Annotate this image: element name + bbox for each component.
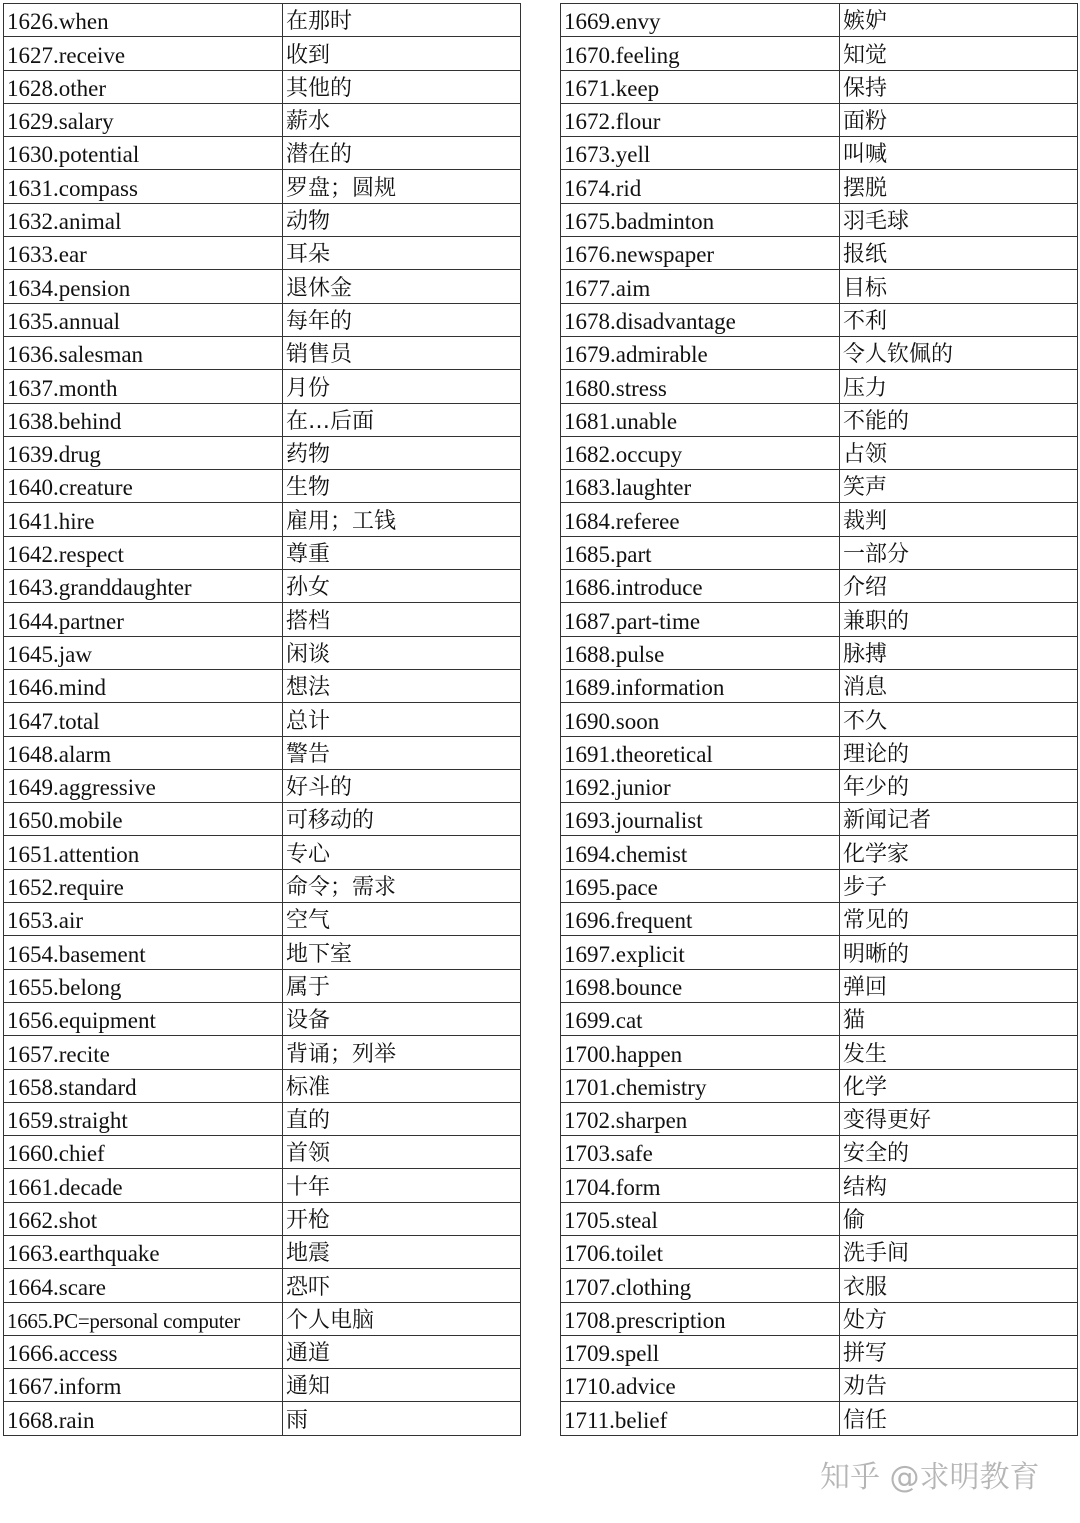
vocab-row — [561, 1002, 1078, 1035]
vocab-row — [4, 836, 521, 869]
chinese-meaning-cell: 设备 — [283, 1002, 521, 1035]
vocab-row — [561, 1202, 1078, 1235]
vocab-row — [4, 237, 521, 270]
chinese-meaning-cell: 薪水 — [283, 103, 521, 136]
chinese-meaning-cell: 搭档 — [283, 603, 521, 636]
chinese-meaning-cell: 偷 — [840, 1202, 1078, 1235]
vocab-row — [561, 70, 1078, 103]
chinese-meaning-cell: 面粉 — [840, 103, 1078, 136]
english-word-cell: 1663.earthquake — [4, 1235, 283, 1268]
chinese-meaning-cell: 首领 — [283, 1136, 521, 1169]
vocab-row — [561, 37, 1078, 70]
vocab-row — [561, 1235, 1078, 1268]
chinese-meaning-cell: 结构 — [840, 1169, 1078, 1202]
vocab-row — [561, 669, 1078, 702]
chinese-meaning-cell: 裁判 — [840, 503, 1078, 536]
vocab-row — [561, 1036, 1078, 1069]
english-word-cell: 1646.mind — [4, 669, 283, 702]
chinese-meaning-cell: 目标 — [840, 270, 1078, 303]
chinese-meaning-cell: 其他的 — [283, 70, 521, 103]
vocab-row — [4, 1136, 521, 1169]
english-word-cell: 1687.part-time — [561, 603, 840, 636]
english-word-cell: 1668.rain — [4, 1402, 283, 1435]
english-word-cell: 1635.annual — [4, 303, 283, 336]
vocab-row — [561, 869, 1078, 902]
vocab-row — [4, 370, 521, 403]
english-word-cell: 1677.aim — [561, 270, 840, 303]
vocab-row — [561, 170, 1078, 203]
english-word-cell: 1667.inform — [4, 1369, 283, 1402]
chinese-meaning-cell: 发生 — [840, 1036, 1078, 1069]
vocab-row — [561, 237, 1078, 270]
english-word-cell: 1684.referee — [561, 503, 840, 536]
chinese-meaning-cell: 保持 — [840, 70, 1078, 103]
english-word-cell: 1699.cat — [561, 1002, 840, 1035]
english-word-cell: 1702.sharpen — [561, 1102, 840, 1135]
chinese-meaning-cell: 拼写 — [840, 1335, 1078, 1368]
chinese-meaning-cell: 信任 — [840, 1402, 1078, 1435]
chinese-meaning-cell: 步子 — [840, 869, 1078, 902]
vocab-row — [4, 1235, 521, 1268]
chinese-meaning-cell: 化学家 — [840, 836, 1078, 869]
vocab-row — [4, 869, 521, 902]
english-word-cell: 1657.recite — [4, 1036, 283, 1069]
english-word-cell: 1697.explicit — [561, 936, 840, 969]
vocab-row — [561, 1169, 1078, 1202]
vocab-row — [561, 936, 1078, 969]
watermark-text: 知乎 @求明教育 — [820, 1460, 1040, 1495]
chinese-meaning-cell: 收到 — [283, 37, 521, 70]
chinese-meaning-cell: 生物 — [283, 470, 521, 503]
chinese-meaning-cell: 在那时 — [283, 4, 521, 37]
chinese-meaning-cell: 总计 — [283, 703, 521, 736]
vocab-row — [561, 1402, 1078, 1435]
vocab-row — [4, 503, 521, 536]
vocab-row — [4, 969, 521, 1002]
english-word-cell: 1710.advice — [561, 1369, 840, 1402]
english-word-cell: 1630.potential — [4, 137, 283, 170]
vocab-row — [4, 103, 521, 136]
vocab-row — [561, 1069, 1078, 1102]
chinese-meaning-cell: 在…后面 — [283, 403, 521, 436]
english-word-cell: 1645.jaw — [4, 636, 283, 669]
vocab-row — [4, 1002, 521, 1035]
chinese-meaning-cell: 通知 — [283, 1369, 521, 1402]
english-word-cell: 1708.prescription — [561, 1302, 840, 1335]
english-word-cell: 1655.belong — [4, 969, 283, 1002]
vocab-row — [561, 370, 1078, 403]
chinese-meaning-cell: 闲谈 — [283, 636, 521, 669]
chinese-meaning-cell: 雨 — [283, 1402, 521, 1435]
english-word-cell: 1694.chemist — [561, 836, 840, 869]
vocab-row — [561, 736, 1078, 769]
english-word-cell: 1709.spell — [561, 1335, 840, 1368]
english-word-cell: 1682.occupy — [561, 436, 840, 469]
chinese-meaning-cell: 安全的 — [840, 1136, 1078, 1169]
vocab-row — [561, 969, 1078, 1002]
chinese-meaning-cell: 十年 — [283, 1169, 521, 1202]
chinese-meaning-cell: 雇用；工钱 — [283, 503, 521, 536]
english-word-cell: 1640.creature — [4, 470, 283, 503]
chinese-meaning-cell: 好斗的 — [283, 769, 521, 802]
english-word-cell: 1633.ear — [4, 237, 283, 270]
english-word-cell: 1659.straight — [4, 1102, 283, 1135]
chinese-meaning-cell: 空气 — [283, 903, 521, 936]
vocab-row — [4, 436, 521, 469]
chinese-meaning-cell: 令人钦佩的 — [840, 336, 1078, 369]
chinese-meaning-cell: 年少的 — [840, 769, 1078, 802]
english-word-cell: 1688.pulse — [561, 636, 840, 669]
chinese-meaning-cell: 地下室 — [283, 936, 521, 969]
chinese-meaning-cell: 常见的 — [840, 903, 1078, 936]
chinese-meaning-cell: 尊重 — [283, 536, 521, 569]
chinese-meaning-cell: 摆脱 — [840, 170, 1078, 203]
vocab-row — [4, 636, 521, 669]
vocab-row — [4, 1169, 521, 1202]
chinese-meaning-cell: 可移动的 — [283, 803, 521, 836]
english-word-cell: 1690.soon — [561, 703, 840, 736]
english-word-cell: 1696.frequent — [561, 903, 840, 936]
english-word-cell: 1641.hire — [4, 503, 283, 536]
english-word-cell: 1642.respect — [4, 536, 283, 569]
chinese-meaning-cell: 属于 — [283, 969, 521, 1002]
english-word-cell: 1666.access — [4, 1335, 283, 1368]
english-word-cell: 1703.safe — [561, 1136, 840, 1169]
vocab-row — [4, 669, 521, 702]
chinese-meaning-cell: 劝告 — [840, 1369, 1078, 1402]
vocab-row — [561, 137, 1078, 170]
chinese-meaning-cell: 潜在的 — [283, 137, 521, 170]
english-word-cell: 1686.introduce — [561, 570, 840, 603]
chinese-meaning-cell: 介绍 — [840, 570, 1078, 603]
english-word-cell: 1676.newspaper — [561, 237, 840, 270]
vocab-row — [561, 103, 1078, 136]
vocab-row — [4, 170, 521, 203]
english-word-cell: 1661.decade — [4, 1169, 283, 1202]
english-word-cell: 1649.aggressive — [4, 769, 283, 802]
english-word-cell: 1628.other — [4, 70, 283, 103]
chinese-meaning-cell: 衣服 — [840, 1269, 1078, 1302]
english-word-cell: 1626.when — [4, 4, 283, 37]
chinese-meaning-cell: 压力 — [840, 370, 1078, 403]
english-word-cell: 1704.form — [561, 1169, 840, 1202]
english-word-cell: 1627.receive — [4, 37, 283, 70]
chinese-meaning-cell: 知觉 — [840, 37, 1078, 70]
vocab-row — [4, 1302, 521, 1335]
english-word-cell: 1711.belief — [561, 1402, 840, 1435]
english-word-cell: 1629.salary — [4, 103, 283, 136]
english-word-cell: 1700.happen — [561, 1036, 840, 1069]
english-word-cell: 1638.behind — [4, 403, 283, 436]
chinese-meaning-cell: 警告 — [283, 736, 521, 769]
english-word-cell: 1670.feeling — [561, 37, 840, 70]
chinese-meaning-cell: 地震 — [283, 1235, 521, 1268]
vocab-row — [4, 470, 521, 503]
vocab-row — [561, 836, 1078, 869]
chinese-meaning-cell: 孙女 — [283, 570, 521, 603]
english-word-cell: 1675.badminton — [561, 203, 840, 236]
english-word-cell: 1654.basement — [4, 936, 283, 969]
chinese-meaning-cell: 背诵；列举 — [283, 1036, 521, 1069]
english-word-cell: 1701.chemistry — [561, 1069, 840, 1102]
chinese-meaning-cell: 每年的 — [283, 303, 521, 336]
chinese-meaning-cell: 专心 — [283, 836, 521, 869]
vocab-row — [561, 1302, 1078, 1335]
chinese-meaning-cell: 耳朵 — [283, 237, 521, 270]
english-word-cell: 1651.attention — [4, 836, 283, 869]
english-word-cell: 1632.animal — [4, 203, 283, 236]
english-word-cell: 1660.chief — [4, 1136, 283, 1169]
english-word-cell: 1652.require — [4, 869, 283, 902]
english-word-cell: 1691.theoretical — [561, 736, 840, 769]
english-word-cell: 1644.partner — [4, 603, 283, 636]
chinese-meaning-cell: 变得更好 — [840, 1102, 1078, 1135]
english-word-cell: 1637.month — [4, 370, 283, 403]
english-word-cell: 1693.journalist — [561, 803, 840, 836]
english-word-cell: 1672.flour — [561, 103, 840, 136]
vocab-row — [561, 1335, 1078, 1368]
english-word-cell: 1647.total — [4, 703, 283, 736]
vocab-row — [4, 1402, 521, 1435]
english-word-cell: 1636.salesman — [4, 336, 283, 369]
vocab-row — [561, 1102, 1078, 1135]
vocab-row — [561, 303, 1078, 336]
vocab-row — [4, 270, 521, 303]
vocab-row — [4, 4, 521, 37]
english-word-cell: 1664.scare — [4, 1269, 283, 1302]
vocab-row — [561, 4, 1078, 37]
english-word-cell: 1689.information — [561, 669, 840, 702]
vocab-row — [561, 436, 1078, 469]
chinese-meaning-cell: 动物 — [283, 203, 521, 236]
chinese-meaning-cell: 处方 — [840, 1302, 1078, 1335]
vocab-row — [561, 903, 1078, 936]
vocab-row — [561, 1369, 1078, 1402]
chinese-meaning-cell: 洗手间 — [840, 1235, 1078, 1268]
english-word-cell: 1680.stress — [561, 370, 840, 403]
vocab-row — [561, 470, 1078, 503]
vocab-row — [561, 570, 1078, 603]
chinese-meaning-cell: 想法 — [283, 669, 521, 702]
vocab-row — [561, 336, 1078, 369]
chinese-meaning-cell: 恐吓 — [283, 1269, 521, 1302]
vocab-row — [4, 303, 521, 336]
vocab-row — [4, 203, 521, 236]
vocab-table-right — [560, 3, 1078, 1436]
chinese-meaning-cell: 叫喊 — [840, 137, 1078, 170]
vocab-row — [4, 37, 521, 70]
english-word-cell: 1665.PC=personal computer — [4, 1302, 283, 1335]
english-word-cell: 1706.toilet — [561, 1235, 840, 1268]
chinese-meaning-cell: 罗盘；圆规 — [283, 170, 521, 203]
vocab-row — [4, 703, 521, 736]
chinese-meaning-cell: 开枪 — [283, 1202, 521, 1235]
chinese-meaning-cell: 一部分 — [840, 536, 1078, 569]
english-word-cell: 1692.junior — [561, 769, 840, 802]
chinese-meaning-cell: 猫 — [840, 1002, 1078, 1035]
english-word-cell: 1683.laughter — [561, 470, 840, 503]
vocab-row — [4, 137, 521, 170]
chinese-meaning-cell: 笑声 — [840, 470, 1078, 503]
english-word-cell: 1674.rid — [561, 170, 840, 203]
chinese-meaning-cell: 命令；需求 — [283, 869, 521, 902]
vocab-row — [561, 769, 1078, 802]
vocab-row — [4, 736, 521, 769]
vocab-row — [4, 336, 521, 369]
vocab-row — [4, 769, 521, 802]
vocab-row — [561, 803, 1078, 836]
english-word-cell: 1685.part — [561, 536, 840, 569]
chinese-meaning-cell: 药物 — [283, 436, 521, 469]
vocab-row — [561, 1136, 1078, 1169]
english-word-cell: 1678.disadvantage — [561, 303, 840, 336]
chinese-meaning-cell: 嫉妒 — [840, 4, 1078, 37]
vocab-row — [4, 1102, 521, 1135]
chinese-meaning-cell: 退休金 — [283, 270, 521, 303]
english-word-cell: 1705.steal — [561, 1202, 840, 1235]
chinese-meaning-cell: 不能的 — [840, 403, 1078, 436]
english-word-cell: 1707.clothing — [561, 1269, 840, 1302]
english-word-cell: 1669.envy — [561, 4, 840, 37]
vocab-row — [4, 603, 521, 636]
english-word-cell: 1681.unable — [561, 403, 840, 436]
chinese-meaning-cell: 消息 — [840, 669, 1078, 702]
vocab-row — [4, 70, 521, 103]
english-word-cell: 1695.pace — [561, 869, 840, 902]
chinese-meaning-cell: 理论的 — [840, 736, 1078, 769]
vocab-row — [561, 403, 1078, 436]
vocab-row — [4, 803, 521, 836]
chinese-meaning-cell: 新闻记者 — [840, 803, 1078, 836]
english-word-cell: 1698.bounce — [561, 969, 840, 1002]
chinese-meaning-cell: 弹回 — [840, 969, 1078, 1002]
vocab-row — [561, 203, 1078, 236]
vocab-row — [561, 603, 1078, 636]
vocab-row — [4, 1069, 521, 1102]
vocab-row — [4, 1269, 521, 1302]
vocab-row — [4, 936, 521, 969]
english-word-cell: 1653.air — [4, 903, 283, 936]
chinese-meaning-cell: 脉搏 — [840, 636, 1078, 669]
english-word-cell: 1648.alarm — [4, 736, 283, 769]
english-word-cell: 1650.mobile — [4, 803, 283, 836]
english-word-cell: 1679.admirable — [561, 336, 840, 369]
chinese-meaning-cell: 不久 — [840, 703, 1078, 736]
chinese-meaning-cell: 通道 — [283, 1335, 521, 1368]
english-word-cell: 1634.pension — [4, 270, 283, 303]
vocab-row — [561, 270, 1078, 303]
english-word-cell: 1673.yell — [561, 137, 840, 170]
chinese-meaning-cell: 月份 — [283, 370, 521, 403]
vocab-row — [561, 536, 1078, 569]
vocab-row — [4, 1202, 521, 1235]
english-word-cell: 1671.keep — [561, 70, 840, 103]
vocab-row — [4, 1036, 521, 1069]
english-word-cell: 1662.shot — [4, 1202, 283, 1235]
english-word-cell: 1639.drug — [4, 436, 283, 469]
english-word-cell: 1631.compass — [4, 170, 283, 203]
vocab-row — [561, 1269, 1078, 1302]
chinese-meaning-cell: 标准 — [283, 1069, 521, 1102]
chinese-meaning-cell: 直的 — [283, 1102, 521, 1135]
chinese-meaning-cell: 羽毛球 — [840, 203, 1078, 236]
chinese-meaning-cell: 占领 — [840, 436, 1078, 469]
vocab-table-left — [3, 3, 521, 1436]
chinese-meaning-cell: 明晰的 — [840, 936, 1078, 969]
vocab-row — [4, 1369, 521, 1402]
vocab-row — [561, 703, 1078, 736]
chinese-meaning-cell: 不利 — [840, 303, 1078, 336]
chinese-meaning-cell: 销售员 — [283, 336, 521, 369]
english-word-cell: 1656.equipment — [4, 1002, 283, 1035]
chinese-meaning-cell: 兼职的 — [840, 603, 1078, 636]
vocab-row — [4, 403, 521, 436]
vocab-row — [4, 536, 521, 569]
english-word-cell: 1658.standard — [4, 1069, 283, 1102]
vocab-row — [561, 636, 1078, 669]
vocab-row — [4, 1335, 521, 1368]
vocab-row — [4, 903, 521, 936]
chinese-meaning-cell: 个人电脑 — [283, 1302, 521, 1335]
chinese-meaning-cell: 化学 — [840, 1069, 1078, 1102]
english-word-cell: 1643.granddaughter — [4, 570, 283, 603]
chinese-meaning-cell: 报纸 — [840, 237, 1078, 270]
vocab-row — [4, 570, 521, 603]
vocab-row — [561, 503, 1078, 536]
